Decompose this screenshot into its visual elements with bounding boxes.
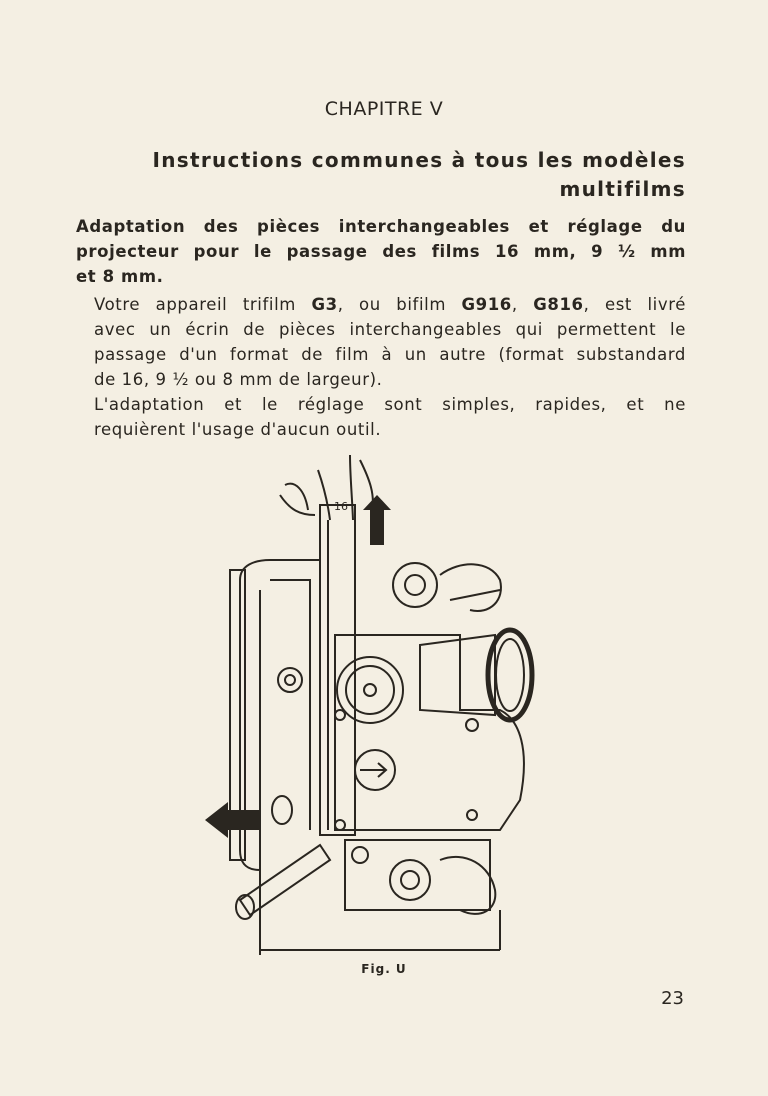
paragraph-1-line-2: avec un écrin de pièces interchangeables qui permettent le xyxy=(94,320,686,339)
section-title-line-2: multifilms xyxy=(559,177,686,201)
lens-barrel xyxy=(420,635,495,715)
gate-plate xyxy=(320,505,355,835)
paragraph-1-line-3: passage d'un format de film à un autre (format substandard xyxy=(94,345,686,364)
paragraph-1 xyxy=(76,292,686,392)
left-arrow-icon xyxy=(205,802,260,838)
paragraph-2 xyxy=(76,392,686,442)
text-run: , ou bifilm xyxy=(337,295,462,314)
sprocket-top xyxy=(393,563,437,607)
hand-drawing xyxy=(280,455,373,520)
screw xyxy=(467,810,477,820)
text-run: , xyxy=(511,295,534,314)
projector-body xyxy=(240,560,500,950)
up-arrow-icon xyxy=(363,495,391,545)
section-title-line-1: Instructions communes à tous les modèles xyxy=(152,148,686,172)
sprocket-bottom xyxy=(390,860,430,900)
subsection-heading-line-1: Adaptation des pièces interchangeables et réglage du xyxy=(76,217,686,236)
knob xyxy=(278,668,302,692)
page-number: 23 xyxy=(661,988,684,1009)
section-title xyxy=(86,146,686,204)
model-g816: G816 xyxy=(533,295,584,314)
plate-label: 16 xyxy=(334,500,348,513)
subsection-heading xyxy=(76,214,686,289)
paragraph-1-line-1 xyxy=(76,292,686,317)
paragraph-2-line-1: L'adaptation et le réglage sont simples, rapides, et ne xyxy=(94,395,686,414)
screw xyxy=(466,719,478,731)
screw xyxy=(335,710,345,720)
knob xyxy=(272,796,292,824)
paragraph-1-line-4: de 16, 9 ½ ou 8 mm de largeur). xyxy=(94,370,383,389)
model-g3: G3 xyxy=(311,295,338,314)
projector-illustration xyxy=(200,450,545,960)
subsection-heading-line-2: projecteur pour le passage des films 16 mm, 9 ½ mm xyxy=(76,242,686,261)
figure-caption: Fig. U xyxy=(361,962,407,976)
body-text xyxy=(76,292,686,442)
paragraph-2-line-2: requièrent l'usage d'aucun outil. xyxy=(94,420,382,439)
model-g916: G916 xyxy=(461,295,512,314)
chapter-heading: CHAPITRE V xyxy=(324,98,444,120)
text-run: , est livré xyxy=(583,295,687,314)
screw xyxy=(335,820,345,830)
text-run: Votre appareil trifilm xyxy=(94,295,312,314)
subsection-heading-line-3: et 8 mm. xyxy=(76,267,164,286)
